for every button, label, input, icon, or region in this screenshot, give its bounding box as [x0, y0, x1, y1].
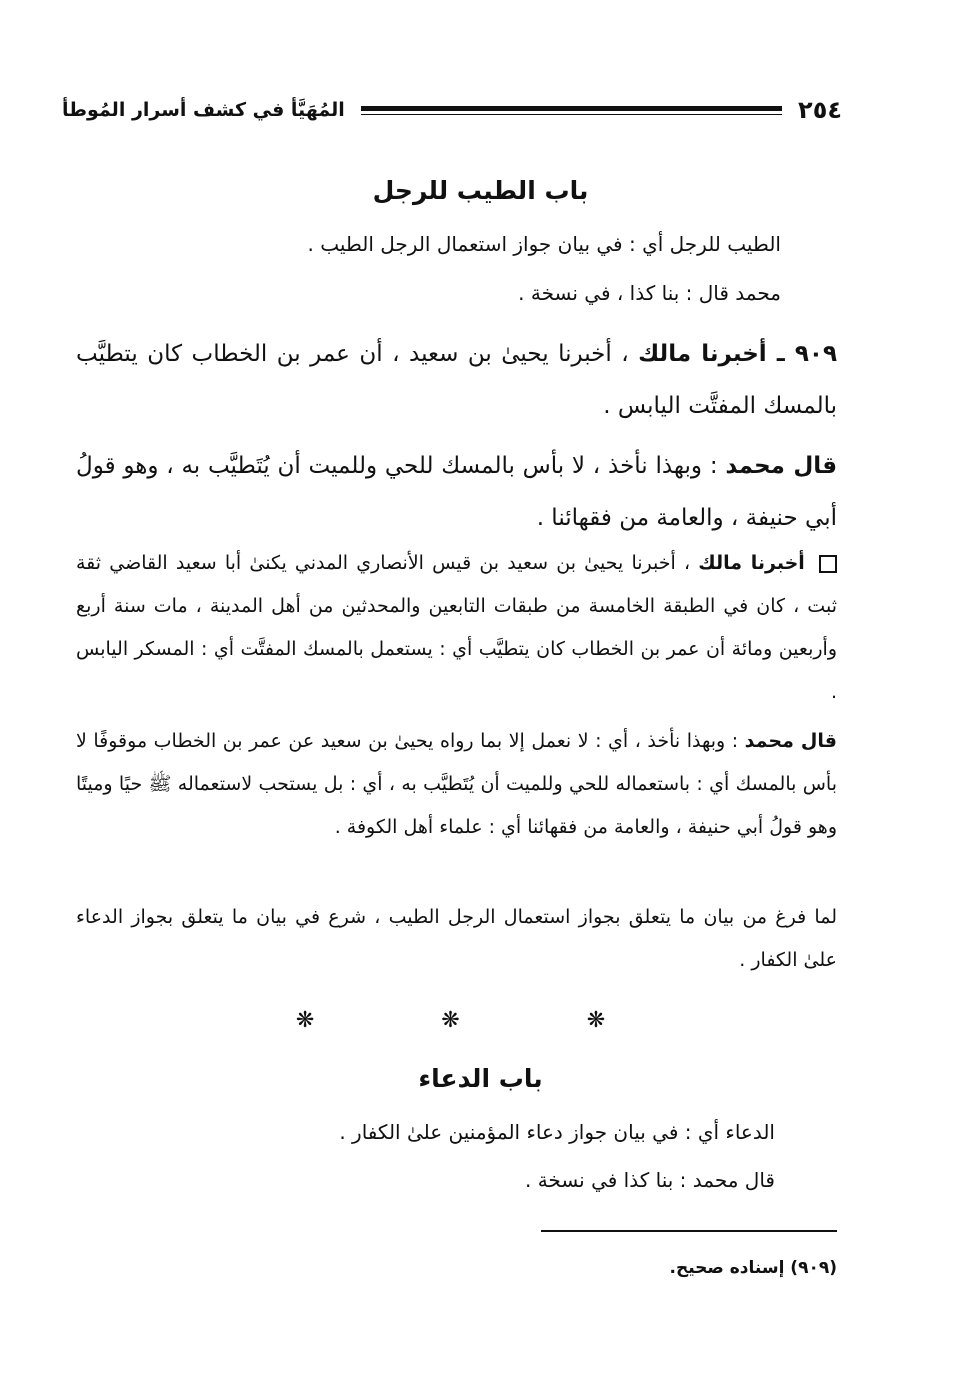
section-intro-line: الدعاء أي : في بيان جواز دعاء المؤمنين علىٰ الكفار . [339, 1120, 775, 1144]
square-marker-icon [819, 555, 837, 573]
header-rule [361, 106, 782, 115]
commentary-block-1 [76, 542, 837, 714]
section-intro-line: الطيب للرجل أي : في بيان جواز استعمال الرجل الطيب . [307, 232, 781, 256]
hadith-text: ، أخبرنا يحيىٰ بن سعيد ، أن عمر بن الخطاب كان يتطيَّب بالمسك المفتَّت اليابس . [76, 341, 837, 419]
commentary-text: ، أخبرنا يحيىٰ بن سعيد بن قيس الأنصاري المدني يكنىٰ أبا سعيد القاضي ثقة ثبت ، كان في الطبقة الخامسة من طبقات التابعين والمحدثين من أهل المدينة ، مات سنة أربع وأربعين ومائة أن عمر بن الخطاب كان يتطيَّب أي : يستعمل بالمسك المفتَّت أي : المسكر اليابس . [76, 552, 837, 703]
section-separator-stars: ❋ ❋ ❋ [295, 1008, 666, 1033]
section-note-line: محمد قال : بنا كذا ، في نسخة . [518, 281, 781, 305]
section-title-perfume: باب الطيب للرجل [372, 176, 589, 205]
muhammad-label: قال محمد [725, 453, 838, 479]
muhammad-statement [76, 440, 837, 544]
muhammad-text: : وبهذا نأخذ ، لا بأس بالمسك للحي وللميت أن يُتَطيَّب به ، وهو قولُ أبي حنيفة ، والعامة من فقهائنا . [76, 453, 837, 531]
footnote-rule [541, 1230, 837, 1232]
section-note-line: قال محمد : بنا كذا في نسخة . [524, 1168, 775, 1192]
running-title: المُهَيَّأ في كشف أسرار المُوطأ [62, 99, 345, 121]
footnote: (٩٠٩) إسناده صحيح. [669, 1258, 837, 1278]
commentary-text: لما فرغ من بيان ما يتعلق بجواز استعمال الرجل الطيب ، شرع في بيان ما يتعلق بجواز الدعاء علىٰ الكفار . [76, 906, 837, 971]
commentary-label: قال محمد [744, 730, 837, 752]
commentary-text: : وبهذا نأخذ ، أي : لا نعمل إلا بما رواه يحيىٰ بن سعيد عن عمر بن الخطاب موقوفًا لا بأس بالمسك أي : باستعماله للحي وللميت أن يُتَطيَّب به ، أي : بل يستحب لاستعماله ﷺ حيًا وميتًا وهو قولُ أبي حنيفة ، والعامة من فقهائنا أي : علماء أهل الكوفة . [76, 730, 837, 838]
page-header [62, 92, 842, 128]
commentary-block-3 [76, 896, 837, 982]
hadith-909 [76, 328, 837, 432]
section-title-supplication: باب الدعاء [418, 1064, 543, 1093]
commentary-label: أخبرنا مالك [698, 552, 805, 574]
page-number: ٢٥٤ [798, 96, 842, 124]
commentary-block-2 [76, 720, 837, 849]
hadith-number-label: ٩٠٩ ـ أخبرنا مالك [638, 341, 838, 367]
